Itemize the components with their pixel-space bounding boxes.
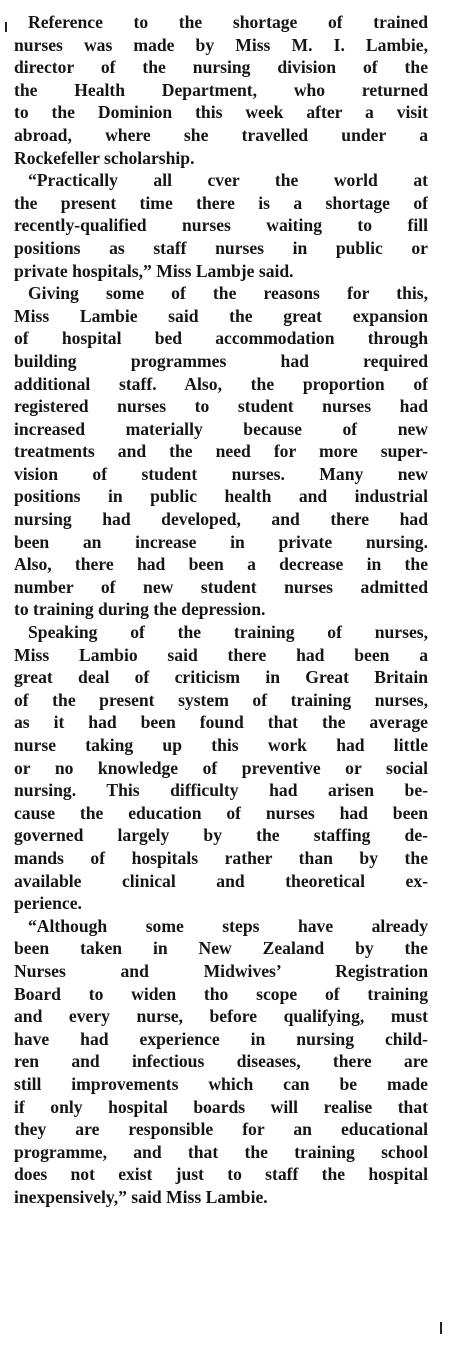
paragraph-2: [14, 169, 428, 282]
text-line: building programmes had required: [14, 350, 428, 371]
text-line: treatments and the need for more super-: [14, 441, 428, 462]
text-line: Board to widen tho scope of training: [14, 983, 428, 1004]
text-line: been an increase in private nursing.: [14, 531, 428, 552]
text-line: number of new student nurses admitted: [14, 576, 428, 597]
text-line: nurses was made by Miss M. I. Lambie,: [14, 34, 428, 55]
text-line: positions in public health and industrial: [14, 486, 428, 507]
text-line: vision of student nurses. Many new: [14, 463, 428, 484]
text-line: Speaking of the training of nurses,: [28, 622, 428, 643]
text-line: Giving some of the reasons for this,: [28, 283, 428, 304]
text-line: Reference to the shortage of trained: [28, 12, 428, 32]
text-line: registered nurses to student nurses had: [14, 396, 428, 417]
text-line: director of the nursing division of the: [14, 57, 428, 78]
text-line: additional staff. Also, the proportion of: [14, 373, 428, 394]
text-line: available clinical and theoretical ex-: [14, 870, 428, 891]
scan-speck: [5, 22, 7, 32]
text-line: Miss Lambio said there had been a: [14, 644, 428, 665]
text-line: been taken in New Zealand by the: [14, 938, 428, 959]
text-line: the Health Department, who returned: [14, 79, 428, 100]
text-line: to training during the depression.: [14, 599, 266, 620]
text-line: increased materially because of new: [14, 418, 428, 439]
text-line: if only hospital boards will realise that: [14, 1096, 428, 1117]
scan-speck: [440, 1322, 442, 1334]
text-line: ren and infectious diseases, there are: [14, 1051, 428, 1072]
paragraph-4: [14, 621, 428, 915]
paragraph-5: [14, 915, 428, 1209]
text-line: recently-qualified nurses waiting to fill: [14, 215, 428, 236]
text-line: governed largely by the staffing de-: [14, 825, 428, 846]
text-line: perience.: [14, 893, 82, 914]
text-line: “Although some steps have already: [28, 915, 428, 936]
text-line: Also, there had been a decrease in the: [14, 554, 428, 575]
text-line: “Practically all cver the world at: [28, 170, 428, 191]
text-line: still improvements which can be made: [14, 1073, 428, 1094]
text-line: positions as staff nurses in public or: [14, 237, 428, 258]
text-line: Nurses and Midwives’ Registration: [14, 960, 428, 981]
text-line: the present time there is a shortage of: [14, 192, 428, 213]
text-line: Rockefeller scholarship.: [14, 147, 195, 168]
text-line: they are responsible for an educational: [14, 1119, 428, 1140]
text-line: private hospitals,” Miss Lambje said.: [14, 260, 294, 281]
text-line: mands of hospitals rather than by the: [14, 847, 428, 868]
article-column: [14, 11, 428, 1208]
text-line: inexpensively,” said Miss Lambie.: [14, 1186, 268, 1207]
text-line: Miss Lambie said the great expansion: [14, 305, 428, 326]
text-line: as it had been found that the average: [14, 712, 428, 733]
paragraph-3: [14, 282, 428, 621]
text-line: and every nurse, before qualifying, must: [14, 1006, 428, 1027]
text-line: does not exist just to staff the hospital: [14, 1164, 428, 1185]
text-line: nurse taking up this work had little: [14, 735, 428, 755]
text-line: cause the education of nurses had been: [14, 802, 428, 823]
text-line: great deal of criticism in Great Britain: [14, 667, 428, 688]
text-line: nursing had developed, and there had: [14, 509, 428, 530]
text-line: have had experience in nursing child-: [14, 1028, 428, 1049]
paragraph-1: [14, 11, 428, 169]
text-line: abroad, where she travelled under a: [14, 124, 428, 145]
text-line: to the Dominion this week after a visit: [14, 102, 428, 123]
text-line: of the present system of training nurses,: [14, 689, 428, 710]
text-line: nursing. This difficulty had arisen be-: [14, 780, 428, 801]
text-line: or no knowledge of preventive or social: [14, 757, 428, 778]
text-line: programme, and that the training school: [14, 1141, 428, 1162]
text-line: of hospital bed accommodation through: [14, 328, 428, 349]
